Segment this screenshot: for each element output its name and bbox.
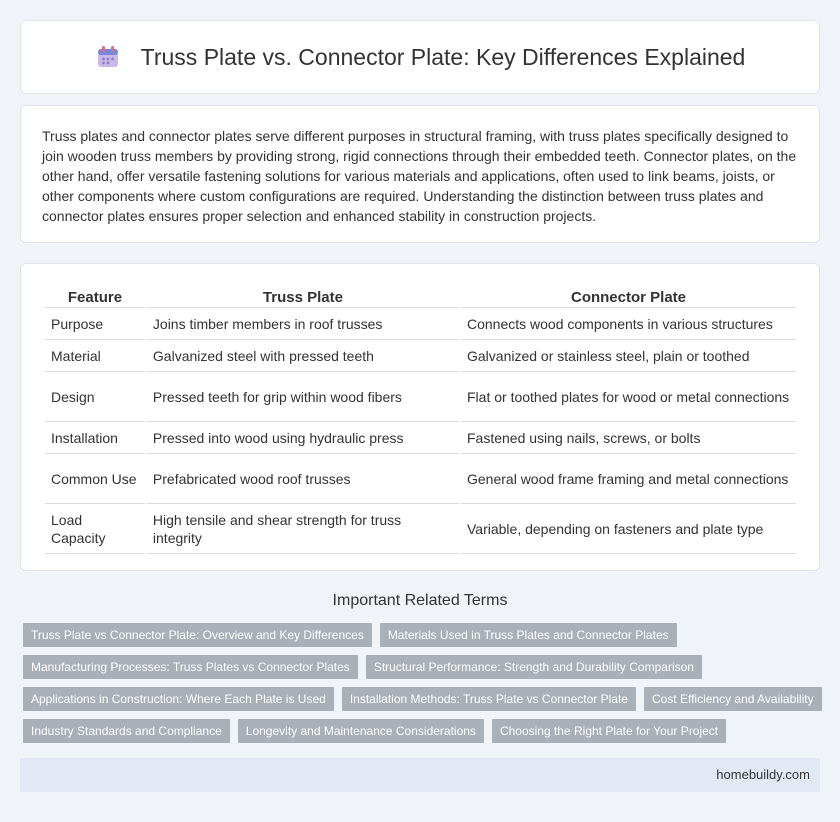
related-terms-title: Important Related Terms xyxy=(332,592,508,609)
feature-cell: Material xyxy=(45,340,145,372)
connector-cell: General wood frame framing and metal connections xyxy=(461,454,796,504)
header-connector-plate: Connector Plate xyxy=(461,284,796,308)
related-term-tag[interactable]: Applications in Construction: Where Each Plate is Used xyxy=(23,687,334,711)
table-row xyxy=(45,372,796,422)
footer xyxy=(20,758,820,792)
related-term-tag[interactable]: Installation Methods: Truss Plate vs Connector Plate xyxy=(342,687,636,711)
header-feature: Feature xyxy=(45,284,145,308)
connector-cell: Flat or toothed plates for wood or metal connections xyxy=(461,372,796,422)
related-term-tag[interactable]: Industry Standards and Compliance xyxy=(23,719,230,743)
truss-cell: High tensile and shear strength for truss integrity xyxy=(147,504,459,554)
page-header xyxy=(20,20,820,94)
connector-cell: Variable, depending on fasteners and plate type xyxy=(461,504,796,554)
connector-cell: Fastened using nails, screws, or bolts xyxy=(461,422,796,454)
truss-cell: Pressed into wood using hydraulic press xyxy=(147,422,459,454)
feature-cell: Installation xyxy=(45,422,145,454)
intro-text: Truss plates and connector plates serve different purposes in structural framing, with truss plates specifically designed to join wooden truss members by providing strong, rigid connections through their embedded teeth. Connector plates, on the other hand, offer versatile fastening solutions for various materials and applications, often used to link beams, joists, or other components where custom configurations are required. Understanding the distinction between truss plates and connector plates ensures proper selection and enhanced stability in construction projects. xyxy=(42,128,797,224)
related-term-tag[interactable]: Cost Efficiency and Availability xyxy=(644,687,822,711)
comparison-table-card xyxy=(20,263,820,571)
intro-section xyxy=(20,105,820,243)
page-title: Truss Plate vs. Connector Plate: Key Differences Explained xyxy=(140,43,746,70)
table-row xyxy=(45,308,796,340)
related-term-tag[interactable]: Longevity and Maintenance Considerations xyxy=(238,719,484,743)
table-row xyxy=(45,422,796,454)
feature-cell: Load Capacity xyxy=(45,504,145,554)
feature-cell: Purpose xyxy=(45,308,145,340)
related-terms-list xyxy=(23,623,823,743)
footer-site-link[interactable]: homebuildy.com xyxy=(716,767,810,782)
table-row xyxy=(45,454,796,504)
related-term-tag[interactable]: Truss Plate vs Connector Plate: Overview and Key Differences xyxy=(23,623,372,647)
related-term-tag[interactable]: Choosing the Right Plate for Your Project xyxy=(492,719,726,743)
related-term-tag[interactable]: Materials Used in Truss Plates and Connector Plates xyxy=(380,623,677,647)
related-term-tag[interactable]: Manufacturing Processes: Truss Plates vs Connector Plates xyxy=(23,655,358,679)
feature-cell: Common Use xyxy=(45,454,145,504)
connector-cell: Galvanized or stainless steel, plain or toothed xyxy=(461,340,796,372)
table-row xyxy=(45,504,796,554)
related-term-tag[interactable]: Structural Performance: Strength and Durability Comparison xyxy=(366,655,702,679)
truss-cell: Pressed teeth for grip within wood fibers xyxy=(147,372,459,422)
feature-cell: Design xyxy=(45,372,145,422)
truss-cell: Prefabricated wood roof trusses xyxy=(147,454,459,504)
truss-cell: Galvanized steel with pressed teeth xyxy=(147,340,459,372)
calendar-icon xyxy=(95,44,121,70)
comparison-table xyxy=(43,284,798,554)
table-row xyxy=(45,340,796,372)
header-truss-plate: Truss Plate xyxy=(147,284,459,308)
truss-cell: Joins timber members in roof trusses xyxy=(147,308,459,340)
connector-cell: Connects wood components in various structures xyxy=(461,308,796,340)
